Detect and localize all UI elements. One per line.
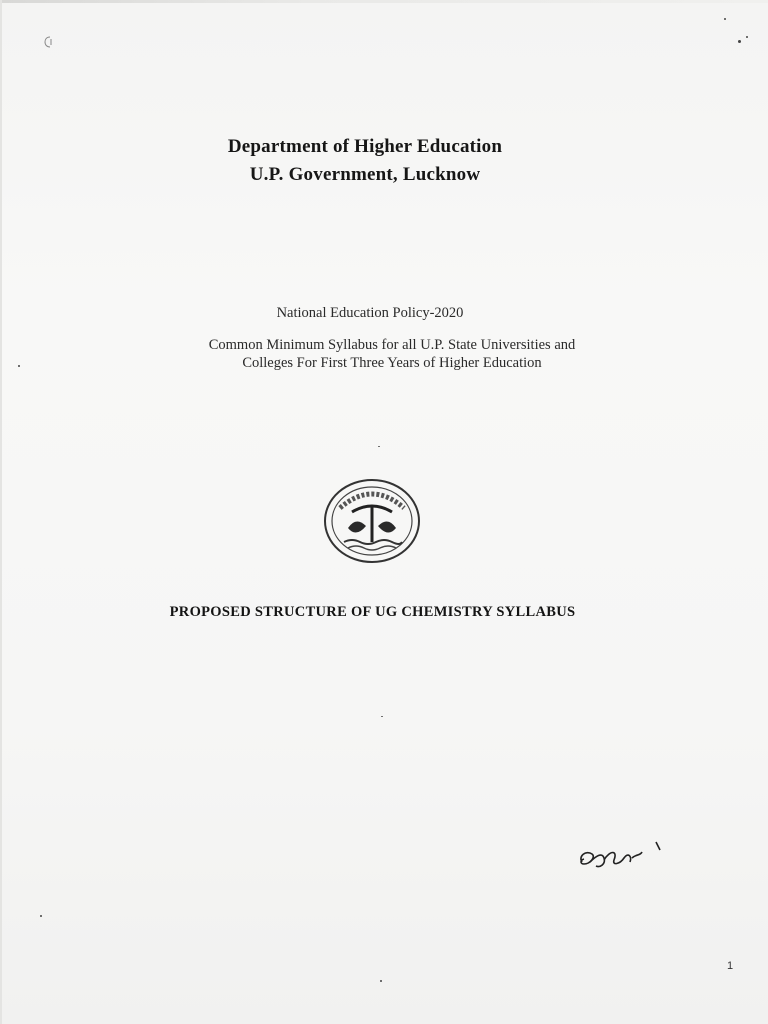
- scan-speck: [40, 915, 42, 917]
- page-number: 1: [727, 960, 734, 972]
- policy-title: National Education Policy-2020: [276, 305, 464, 321]
- scan-speck: [381, 716, 383, 717]
- scan-speck: [724, 18, 726, 20]
- signature-icon: [574, 838, 666, 878]
- syllabus-description-line1: Common Minimum Syllabus for all U.P. State Universities and: [208, 337, 576, 353]
- department-heading: Department of Higher Education: [227, 136, 503, 157]
- scan-speck: [380, 980, 382, 982]
- proposed-structure-title: PROPOSED STRUCTURE OF UG CHEMISTRY SYLLABUS: [169, 604, 576, 620]
- syllabus-description-line2: Colleges For First Three Years of Higher Education: [242, 355, 542, 371]
- scan-speck: [738, 40, 741, 43]
- government-heading: U.P. Government, Lucknow: [249, 164, 481, 185]
- scan-speck: [378, 446, 380, 447]
- state-emblem-icon: [322, 478, 422, 564]
- scan-edge-top: [0, 0, 768, 3]
- punch-hole-mark-icon: [44, 36, 54, 48]
- scan-speck: [746, 36, 748, 38]
